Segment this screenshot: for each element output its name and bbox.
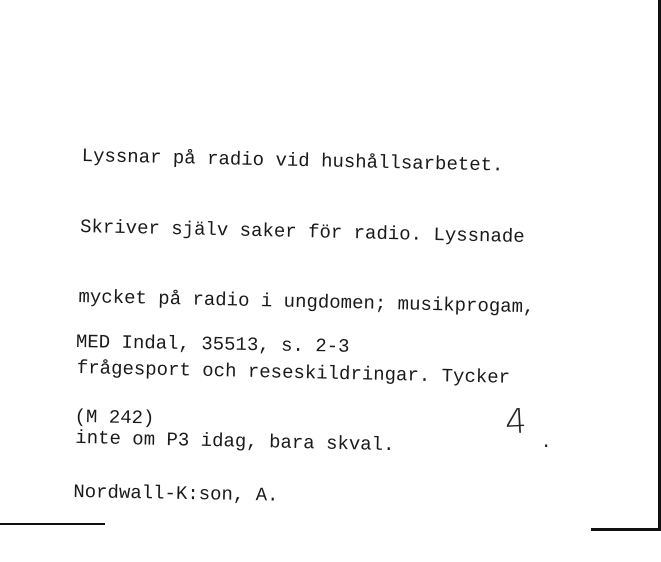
note-line: Lyssnar på radio vid hushållsarbetet. [81, 144, 504, 177]
handwritten-card-number: 4 [503, 401, 528, 443]
note-line: frågesport och reseskildringar. Tycker [76, 356, 511, 389]
note-line: inte om P3 idag, bara skval. [75, 426, 395, 457]
reference-block [72, 280, 497, 562]
note-line: Skriver själv saker för radio. Lyssnade [79, 215, 525, 248]
reference-source: MED Indal, 35513, s. 2-3 [75, 330, 350, 358]
reference-code: (M 242) [74, 405, 155, 430]
note-line: mycket på radio i ungdomen; musikprogam, [78, 285, 535, 319]
handwritten-card-number-dot: . [543, 428, 550, 452]
reference-author: Nordwall-K:son, A. [73, 480, 279, 507]
